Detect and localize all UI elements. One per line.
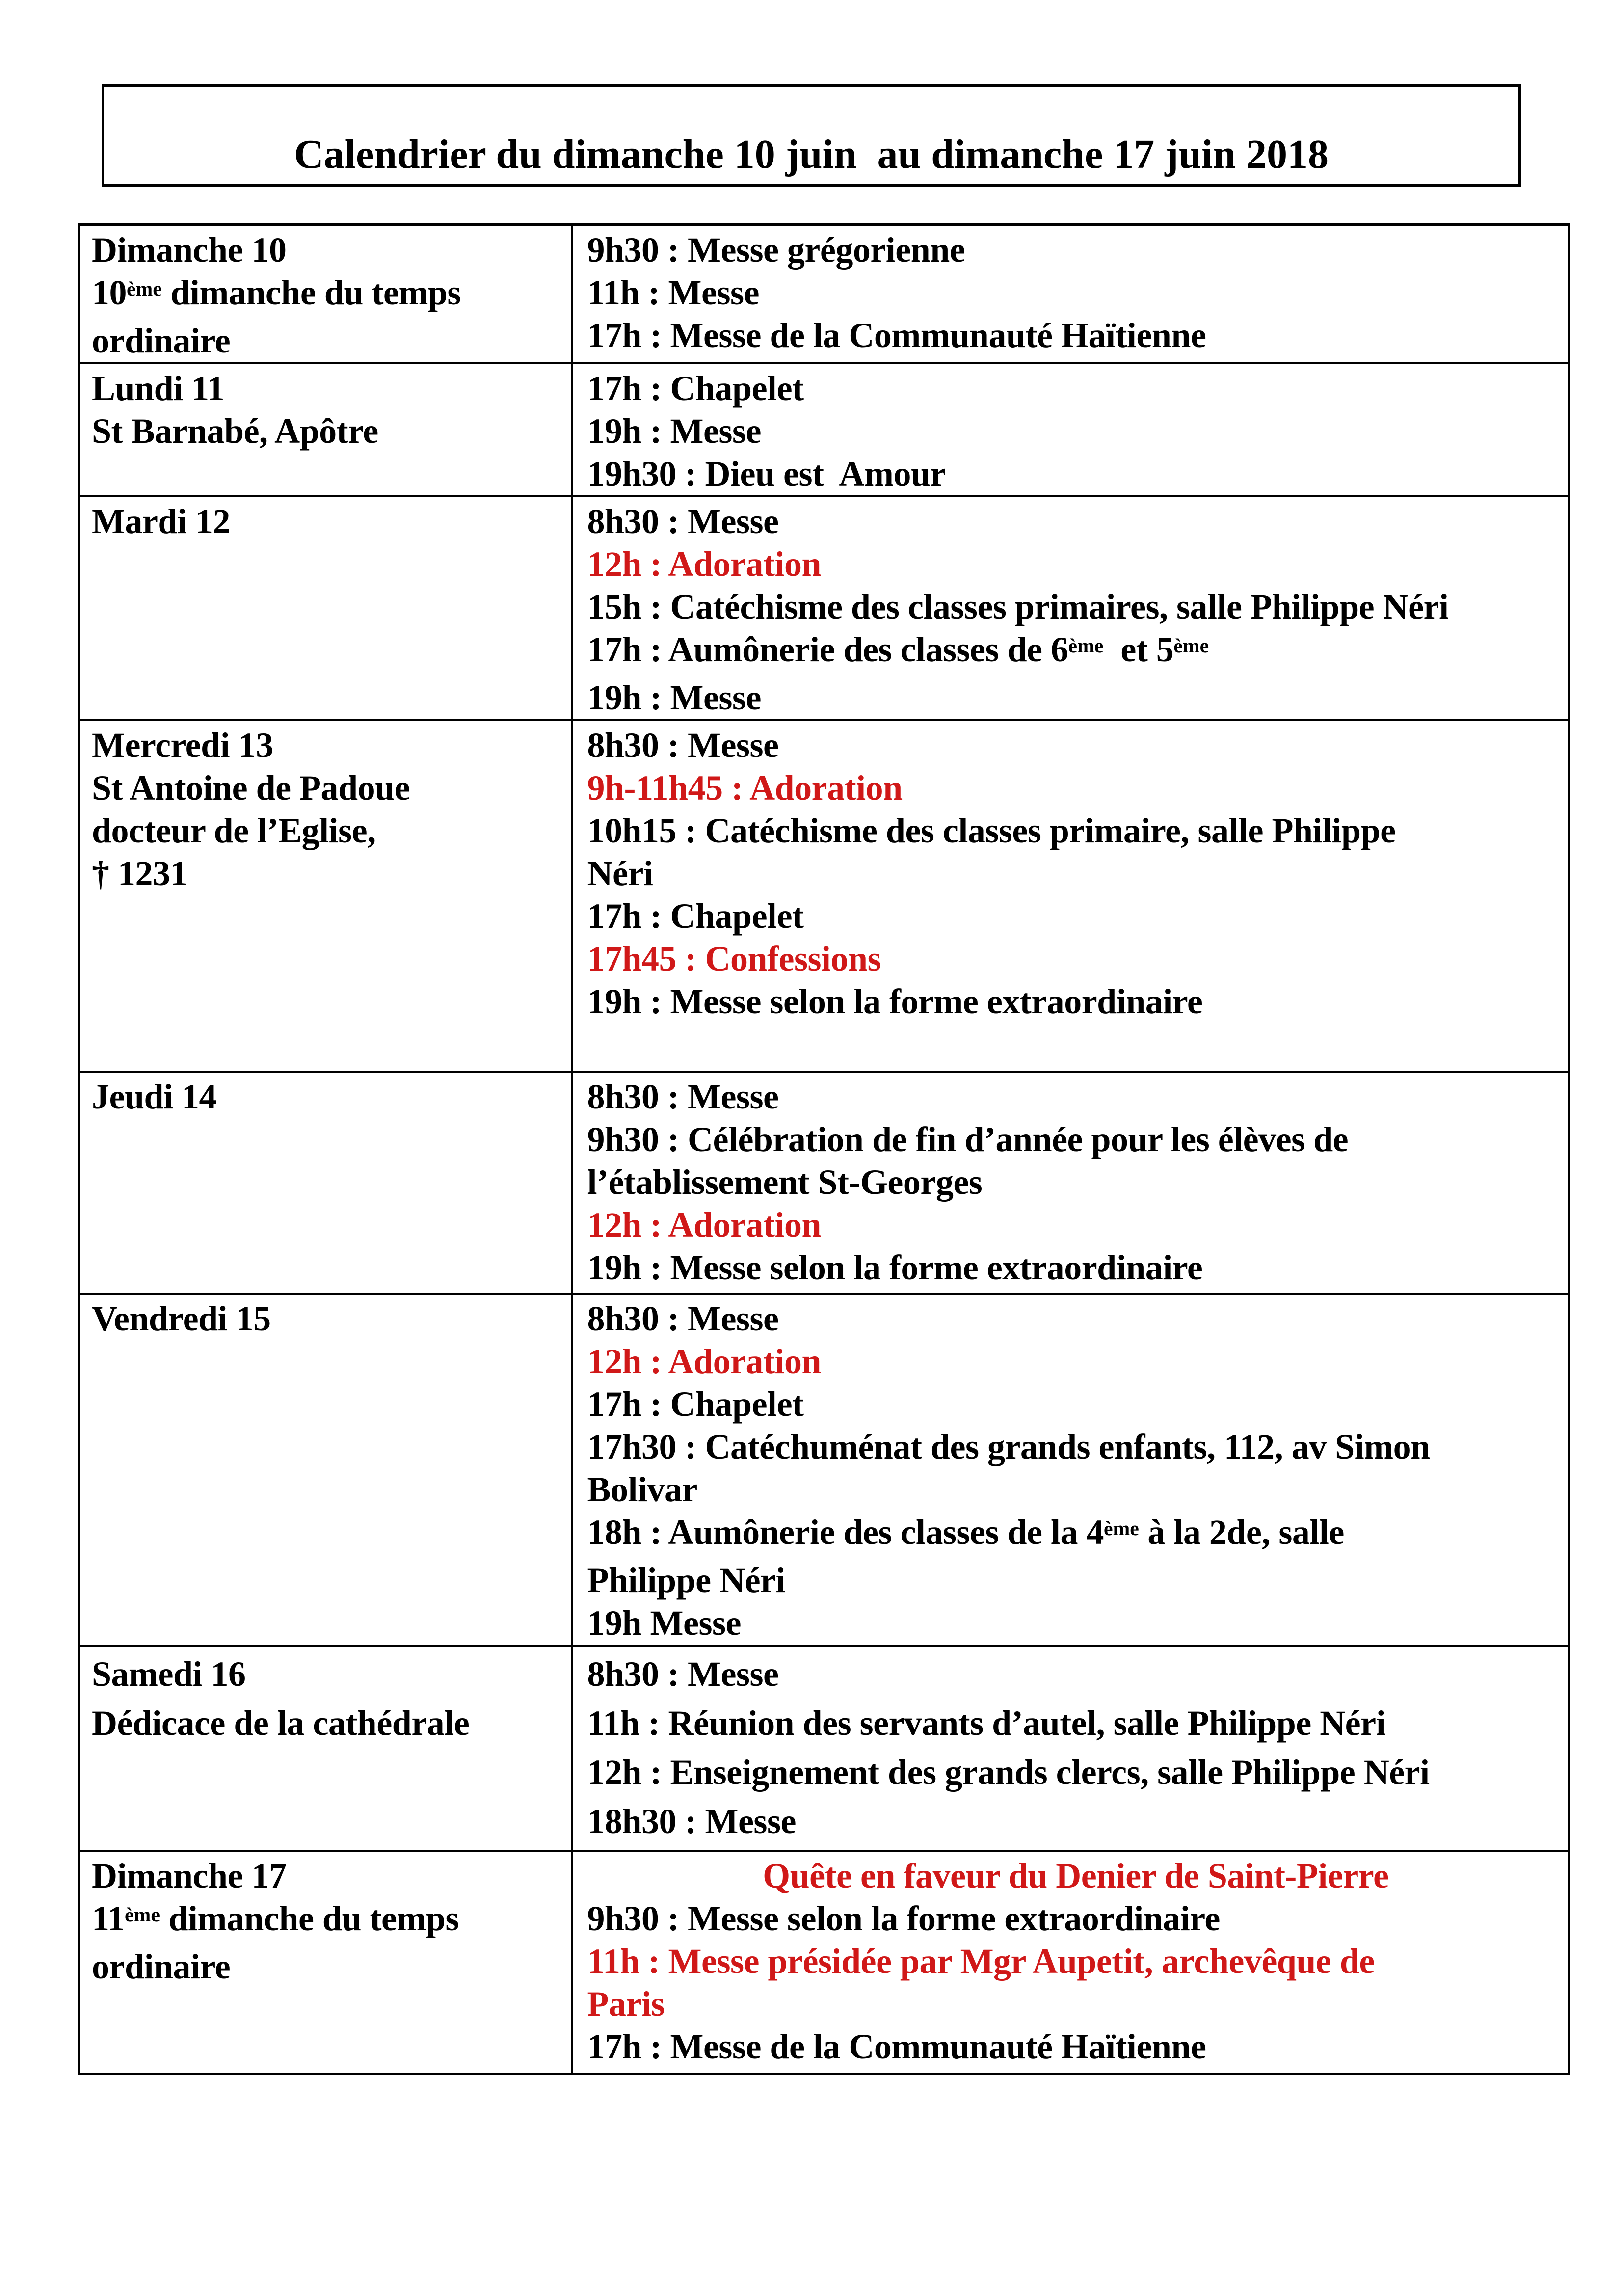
calendar-line [92,367,567,410]
calendar-line [587,367,1565,410]
calendar-line [92,1855,567,1897]
table-row [79,225,1570,364]
calendar-line [587,1426,1565,1468]
calendar-line [587,1383,1565,1426]
day-cell [79,1294,572,1646]
calendar-line [587,1602,1565,1645]
calendar-line [587,1340,1565,1383]
calendar-line [587,1246,1565,1289]
text-run: Samedi 16 [92,1654,246,1694]
calendar-line [587,1468,1565,1511]
text-run: 11 [92,1899,125,1938]
calendar-line [587,500,1565,543]
calendar-line [587,1297,1565,1340]
calendar-line [587,1118,1565,1161]
calendar-line [587,2026,1565,2068]
text-run: 9h-11h45 : Adoration [587,768,903,808]
text-run: 8h30 : Messe [587,1077,779,1116]
text-run: 15h : Catéchisme des classes primaires, salle Philippe Néri [587,587,1449,626]
calendar-line [92,1897,567,1945]
text-run: 12h : Adoration [587,544,822,584]
day-cell [79,1646,572,1851]
calendar-line [92,229,567,271]
calendar-line [587,628,1565,676]
day-cell [79,1851,572,2074]
day-cell [79,225,572,364]
superscript-run: ème [125,1904,160,1927]
superscript-run: ème [1173,635,1209,658]
superscript-run: ème [1103,1517,1139,1540]
calendar-line [92,1297,567,1340]
text-run: 11h : Messe [587,273,759,312]
text-run: Bolivar [587,1470,697,1509]
text-run: 17h : Messe de la Communauté Haïtienne [587,2027,1206,2066]
day-cell [79,496,572,720]
calendar-line [587,724,1565,767]
calendar-line [587,586,1565,628]
text-run: Jeudi 14 [92,1077,217,1116]
text-run: 11h : Messe présidée par Mgr Aupetit, archevêque de [587,1942,1375,1981]
text-run: 8h30 : Messe [587,726,779,765]
calendar-line [92,500,567,543]
text-run: 19h : Messe [587,678,761,717]
calendar-line [587,810,1565,852]
table-row [79,496,1570,720]
text-run: 17h45 : Confessions [587,939,881,978]
superscript-run: ème [1068,635,1104,658]
calendar-line [587,1940,1565,1983]
calendar-line [92,410,567,453]
events-cell [572,1646,1570,1851]
text-run: Philippe Néri [587,1561,785,1600]
page-title: Calendrier du dimanche 10 juin au dimanche 17 juin 2018 [293,131,1329,177]
calendar-line [92,852,567,895]
text-run: 12h : Enseignement des grands clercs, salle Philippe Néri [587,1753,1430,1792]
text-run: 11h : Réunion des servants d’autel, salle Philippe Néri [587,1703,1386,1743]
text-run: 18h30 : Messe [587,1802,796,1841]
calendar-line [587,895,1565,938]
calendar-line [587,1748,1565,1797]
calendar-line [587,980,1565,1023]
text-run: 19h : Messe selon la forme extraordinaire [587,1248,1203,1287]
calendar-line [587,453,1565,495]
calendar-line [587,767,1565,810]
events-cell [572,720,1570,1072]
text-run: dimanche du temps [160,1899,459,1938]
text-run: St Antoine de Padoue [92,768,410,808]
calendar-line [587,938,1565,980]
text-run: dimanche du temps [161,273,461,312]
text-run: 17h : Chapelet [587,1384,804,1424]
calendar-line [587,229,1565,271]
calendar-line [587,1559,1565,1602]
calendar-line [92,271,567,320]
table-row [79,1072,1570,1294]
text-run: † 1231 [92,854,187,893]
text-run: Quête en faveur du Denier de Saint-Pierre [763,1856,1389,1895]
events-cell [572,496,1570,720]
calendar-line [587,676,1565,719]
text-run: 9h30 : Célébration de fin d’année pour les élèves de [587,1120,1349,1159]
events-cell [572,1072,1570,1294]
text-run: l’établissement St-Georges [587,1162,983,1202]
text-run: Paris [587,1984,665,2024]
calendar-line [587,1699,1565,1748]
text-run: ordinaire [92,321,231,360]
day-cell [79,363,572,496]
text-run: 17h : Aumônerie des classes de 6 [587,630,1068,669]
calendar-line [587,314,1565,357]
calendar-line [587,410,1565,453]
title-box [102,84,1521,187]
table-row [79,1294,1570,1646]
calendar-body [79,225,1570,2074]
text-run: 8h30 : Messe [587,1299,779,1338]
calendar-line [587,1511,1565,1559]
text-run: 19h Messe [587,1603,741,1643]
text-run: Néri [587,854,653,893]
calendar-line [587,852,1565,895]
calendar-line [92,810,567,852]
text-run: 10h15 : Catéchisme des classes primaire, salle Philippe [587,811,1396,850]
events-cell [572,363,1570,496]
text-run: 19h : Messe [587,411,761,451]
text-run: 10 [92,273,127,312]
text-run: 12h : Adoration [587,1342,822,1381]
calendar-line [92,1076,567,1118]
calendar-line [587,1855,1565,1897]
text-run: Dimanche 10 [92,230,287,270]
calendar-line [587,543,1565,586]
calendar-line [92,1649,567,1699]
events-cell [572,225,1570,364]
text-run: 9h30 : Messe grégorienne [587,230,965,270]
calendar-line [587,1649,1565,1699]
table-row [79,1851,1570,2074]
text-run: 19h : Messe selon la forme extraordinaire [587,982,1203,1021]
text-run: 17h30 : Catéchuménat des grands enfants, 112, av Simon [587,1427,1430,1466]
text-run: 8h30 : Messe [587,502,779,541]
text-run: 17h : Chapelet [587,369,804,408]
text-run: 17h : Chapelet [587,896,804,936]
calendar-line [587,1897,1565,1940]
calendar-line [587,1076,1565,1118]
text-run: St Barnabé, Apôtre [92,411,378,451]
table-row [79,363,1570,496]
events-cell [572,1294,1570,1646]
calendar-line [587,1161,1565,1204]
calendar-line [92,767,567,810]
text-run: Dimanche 17 [92,1856,287,1895]
calendar-line [92,1945,567,1988]
calendar-line [587,1204,1565,1246]
text-run: docteur de l’Eglise, [92,811,376,850]
text-run: 12h : Adoration [587,1205,822,1244]
calendar-line [92,724,567,767]
calendar-line [92,320,567,362]
calendar-line [587,271,1565,314]
text-run: Dédicace de la cathédrale [92,1703,470,1743]
text-run: Lundi 11 [92,369,225,408]
calendar-table [78,223,1570,2075]
calendar-line [587,1797,1565,1846]
superscript-run: ème [127,278,162,301]
events-cell [572,1851,1570,2074]
text-run: 9h30 : Messe selon la forme extraordinaire [587,1899,1220,1938]
text-run: 18h : Aumônerie des classes de la 4 [587,1513,1104,1552]
text-run: 8h30 : Messe [587,1654,779,1694]
calendar-line [92,1699,567,1748]
text-run: à la 2de, salle [1139,1513,1344,1552]
text-run: et 5 [1103,630,1174,669]
calendar-line [587,1983,1565,2026]
text-run: Vendredi 15 [92,1299,271,1338]
table-row [79,1646,1570,1851]
table-row [79,720,1570,1072]
day-cell [79,720,572,1072]
day-cell [79,1072,572,1294]
text-run: Mardi 12 [92,502,230,541]
text-run: Mercredi 13 [92,726,273,765]
text-run: 19h30 : Dieu est Amour [587,454,946,493]
text-run: ordinaire [92,1947,231,1986]
text-run: 17h : Messe de la Communauté Haïtienne [587,316,1206,355]
